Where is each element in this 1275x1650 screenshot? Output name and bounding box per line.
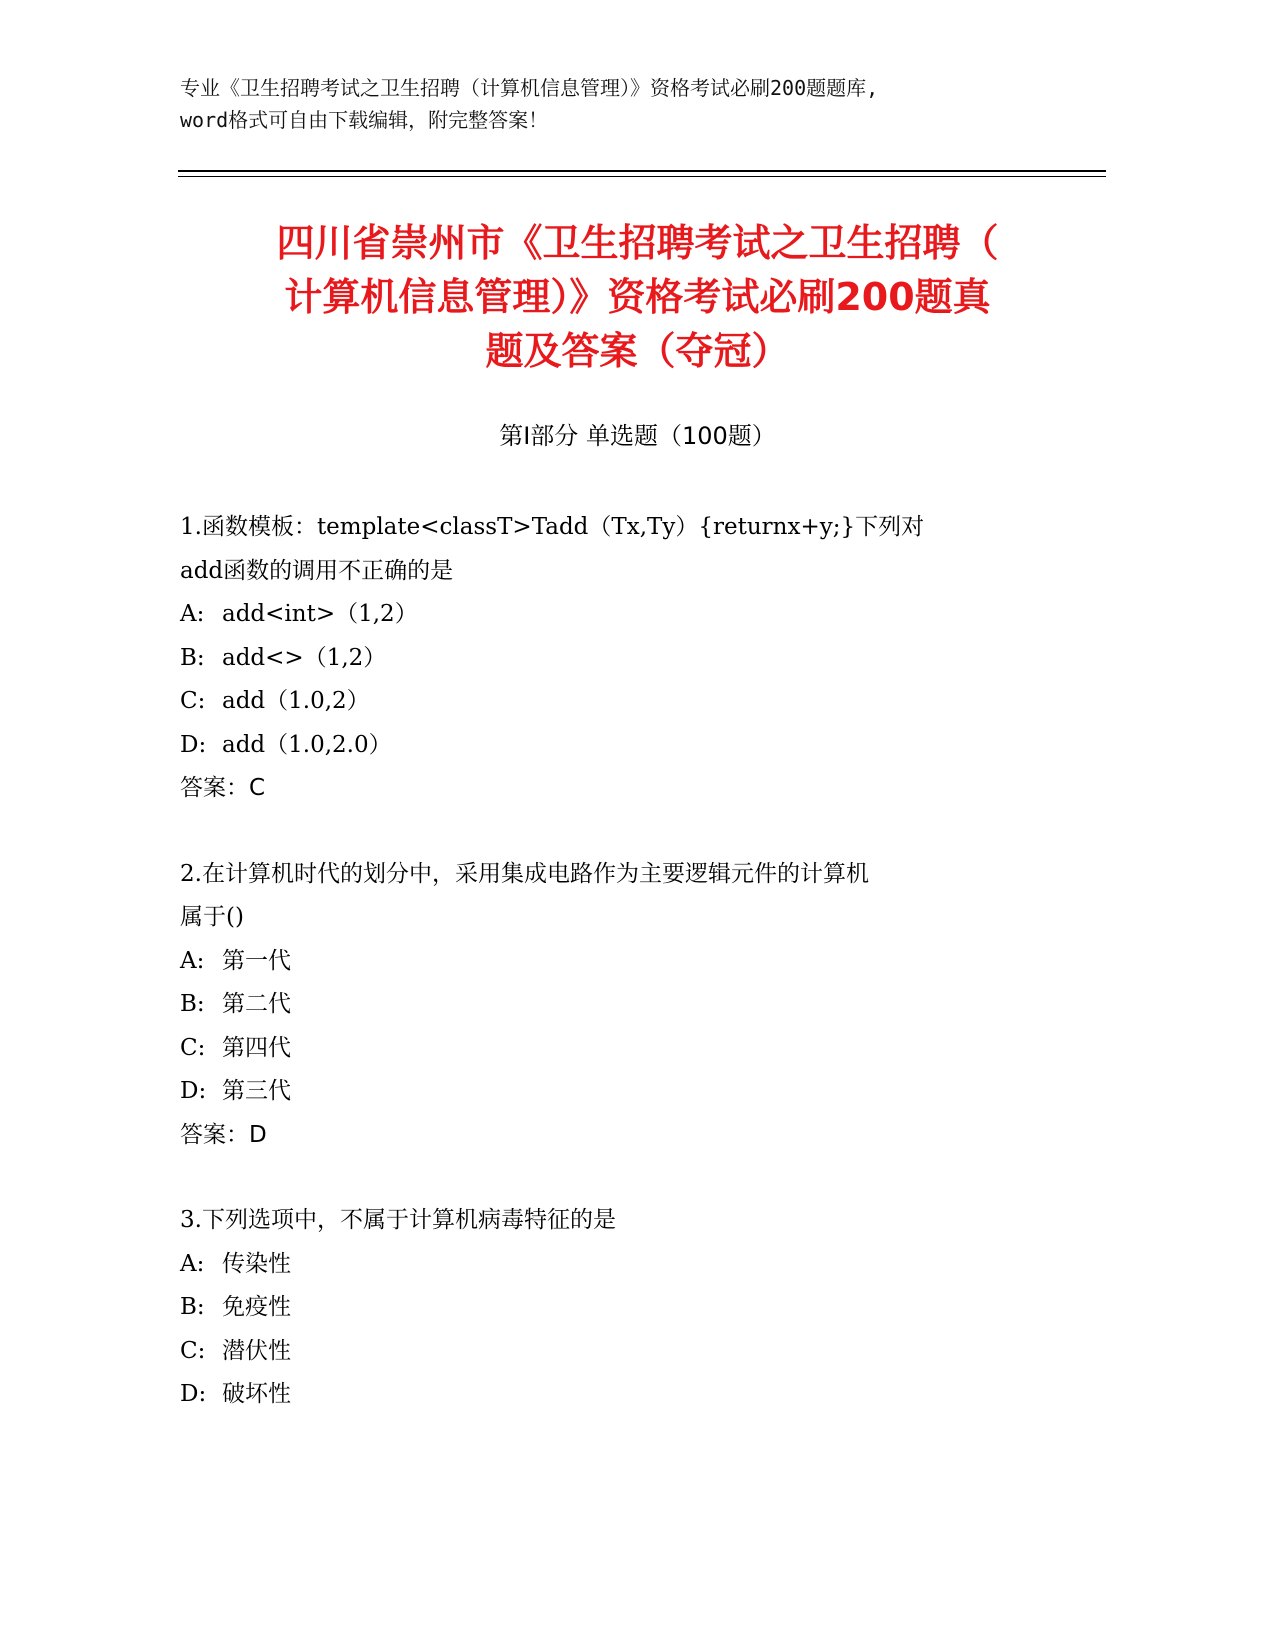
option-text: 传染性: [222, 1250, 291, 1277]
option-text: add（1.0,2）: [222, 688, 370, 714]
option-key: D:: [180, 1381, 207, 1407]
option-a: [180, 940, 1080, 984]
option-text: 第二代: [222, 991, 291, 1017]
option-c: [180, 1330, 1080, 1374]
option-d: [180, 724, 1080, 768]
header-note: [180, 72, 1100, 136]
answer-label: 答案：D: [180, 1121, 267, 1148]
option-d: [180, 1373, 1080, 1417]
option-a: [180, 593, 1080, 637]
option-text: add<int>（1,2）: [222, 601, 418, 627]
question-stem: 3.下列选项中，不属于计算机病毒特征的是: [180, 1207, 616, 1233]
option-key: A:: [180, 947, 205, 974]
question-item: [180, 506, 1080, 811]
question-stem: 属于(): [180, 904, 244, 930]
header-divider: [178, 170, 1106, 172]
option-key: A:: [180, 1250, 205, 1277]
option-d: [180, 1070, 1080, 1114]
option-c: [180, 680, 1080, 724]
question-list: [180, 506, 1080, 1459]
document-title-line: 四川省崇州市《卫生招聘考试之卫生招聘（: [276, 221, 999, 265]
header-divider-thin: [178, 176, 1106, 177]
document-title-line: 计算机信息管理）》资格考试必刷200题真: [284, 275, 991, 319]
option-b: [180, 1286, 1080, 1330]
option-text: 免疫性: [222, 1294, 291, 1320]
option-key: A:: [180, 601, 205, 627]
header-note-line: word格式可自由下载编辑，附完整答案！: [180, 108, 549, 132]
header-note-line: 专业《卫生招聘考试之卫生招聘（计算机信息管理）》资格考试必刷200题题库,: [180, 76, 879, 100]
document-title: [160, 216, 1115, 378]
option-key: D:: [180, 731, 207, 758]
option-text: 第四代: [222, 1034, 291, 1061]
question-item: [180, 1199, 1080, 1417]
answer-label: 答案：C: [180, 775, 266, 801]
option-b: [180, 983, 1080, 1027]
option-key: B:: [180, 644, 205, 671]
option-text: add<>（1,2）: [222, 644, 387, 671]
option-key: C:: [180, 1337, 206, 1364]
option-text: 第一代: [222, 947, 291, 974]
option-key: C:: [180, 688, 206, 714]
option-text: 第三代: [222, 1078, 291, 1104]
option-text: add（1.0,2.0）: [222, 731, 392, 758]
option-text: 潜伏性: [222, 1337, 291, 1364]
question-stem: 1.函数模板：template<classT>Tadd（Tx,Ty）{returnx+y;}下列对: [180, 514, 925, 540]
option-key: B:: [180, 1294, 205, 1320]
option-text: 破坏性: [222, 1381, 291, 1407]
document-title-line: 题及答案（夺冠）: [485, 329, 790, 373]
option-b: [180, 637, 1080, 681]
option-key: C:: [180, 1034, 206, 1061]
question-stem: 2.在计算机时代的划分中，采用集成电路作为主要逻辑元件的计算机: [180, 860, 869, 887]
question-item: [180, 853, 1080, 1158]
question-stem: add函数的调用不正确的是: [180, 557, 454, 584]
option-c: [180, 1027, 1080, 1071]
section-title: 第Ⅰ部分 单选题（100题）: [499, 422, 776, 450]
option-a: [180, 1243, 1080, 1287]
option-key: D:: [180, 1078, 207, 1104]
option-key: B:: [180, 991, 205, 1017]
